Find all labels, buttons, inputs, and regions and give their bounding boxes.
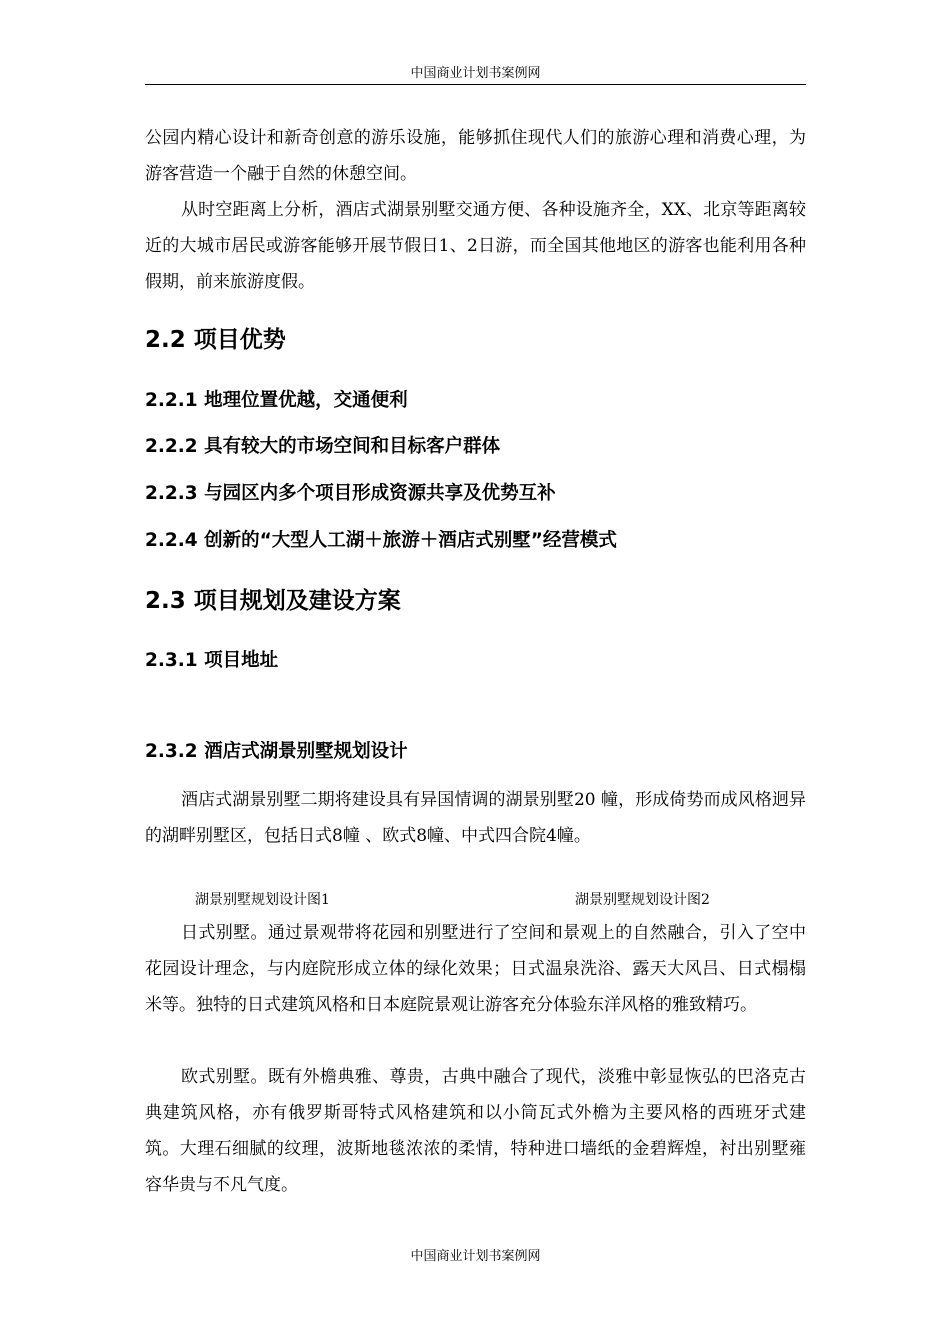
paragraph-park-facilities: 公园内精心设计和新奇创意的游乐设施，能够抓住现代人们的旅游心理和消费心理，为游客营造一个融于自然的休憩空间。 xyxy=(145,128,806,184)
heading-2-2-3: 2.2.3 与园区内多个项目形成资源共享及优势互补 xyxy=(145,483,556,504)
page-footer: 中国商业计划书案例网 xyxy=(410,1249,541,1264)
heading-2-3: 2.3 项目规划及建设方案 xyxy=(145,588,401,614)
heading-2-2-1: 2.2.1 地理位置优越，交通便利 xyxy=(145,390,408,411)
heading-2-2: 2.2 项目优势 xyxy=(145,327,286,353)
paragraph-japanese-villa: 日式别墅。通过景观带将花园和别墅进行了空间和景观上的自然融合，引入了空中花园设计理念，与内庭院形成立体的绿化效果；日式温泉洗浴、露天大风吕、日式榻榻米等。独特的日式建筑风格和日本庭院景观让游客充分体验东洋风格的雅致精巧。 xyxy=(145,923,806,1015)
heading-2-3-2: 2.3.2 酒店式湖景别墅规划设计 xyxy=(145,741,408,762)
heading-2-3-1: 2.3.1 项目地址 xyxy=(145,650,279,671)
header-divider xyxy=(145,84,806,85)
page-header: 中国商业计划书案例网 xyxy=(410,66,541,81)
paragraph-villa-phase-two: 酒店式湖景别墅二期将建设具有异国情调的湖景别墅20 幢，形成倚势而成风格迥异的湖畔别墅区，包括日式8幢 、欧式8幢、中式四合院4幢。 xyxy=(145,790,806,846)
figure-caption-2: 湖景别墅规划设计图2 xyxy=(575,892,710,908)
figure-caption-1: 湖景别墅规划设计图1 xyxy=(195,892,330,908)
heading-2-2-4: 2.2.4 创新的“大型人工湖＋旅游＋酒店式别墅”经营模式 xyxy=(145,530,617,551)
paragraph-location-analysis: 从时空距离上分析，酒店式湖景别墅交通方便、各种设施齐全，XX、北京等距离较近的大城市居民或游客能够开展节假日1、2日游，而全国其他地区的游客也能利用各种假期，前来旅游度假。 xyxy=(145,200,806,292)
heading-2-2-2: 2.2.2 具有较大的市场空间和目标客户群体 xyxy=(145,436,501,457)
paragraph-european-villa: 欧式别墅。既有外檐典雅、尊贵，古典中融合了现代，淡雅中彰显恢弘的巴洛克古典建筑风格，亦有俄罗斯哥特式风格建筑和以小筒瓦式外檐为主要风格的西班牙式建筑。大理石细腻的纹理，波斯地毯浓浓的柔情，特种进口墙纸的金碧辉煌，衬出别墅雍容华贵与不凡气度。 xyxy=(145,1067,806,1195)
